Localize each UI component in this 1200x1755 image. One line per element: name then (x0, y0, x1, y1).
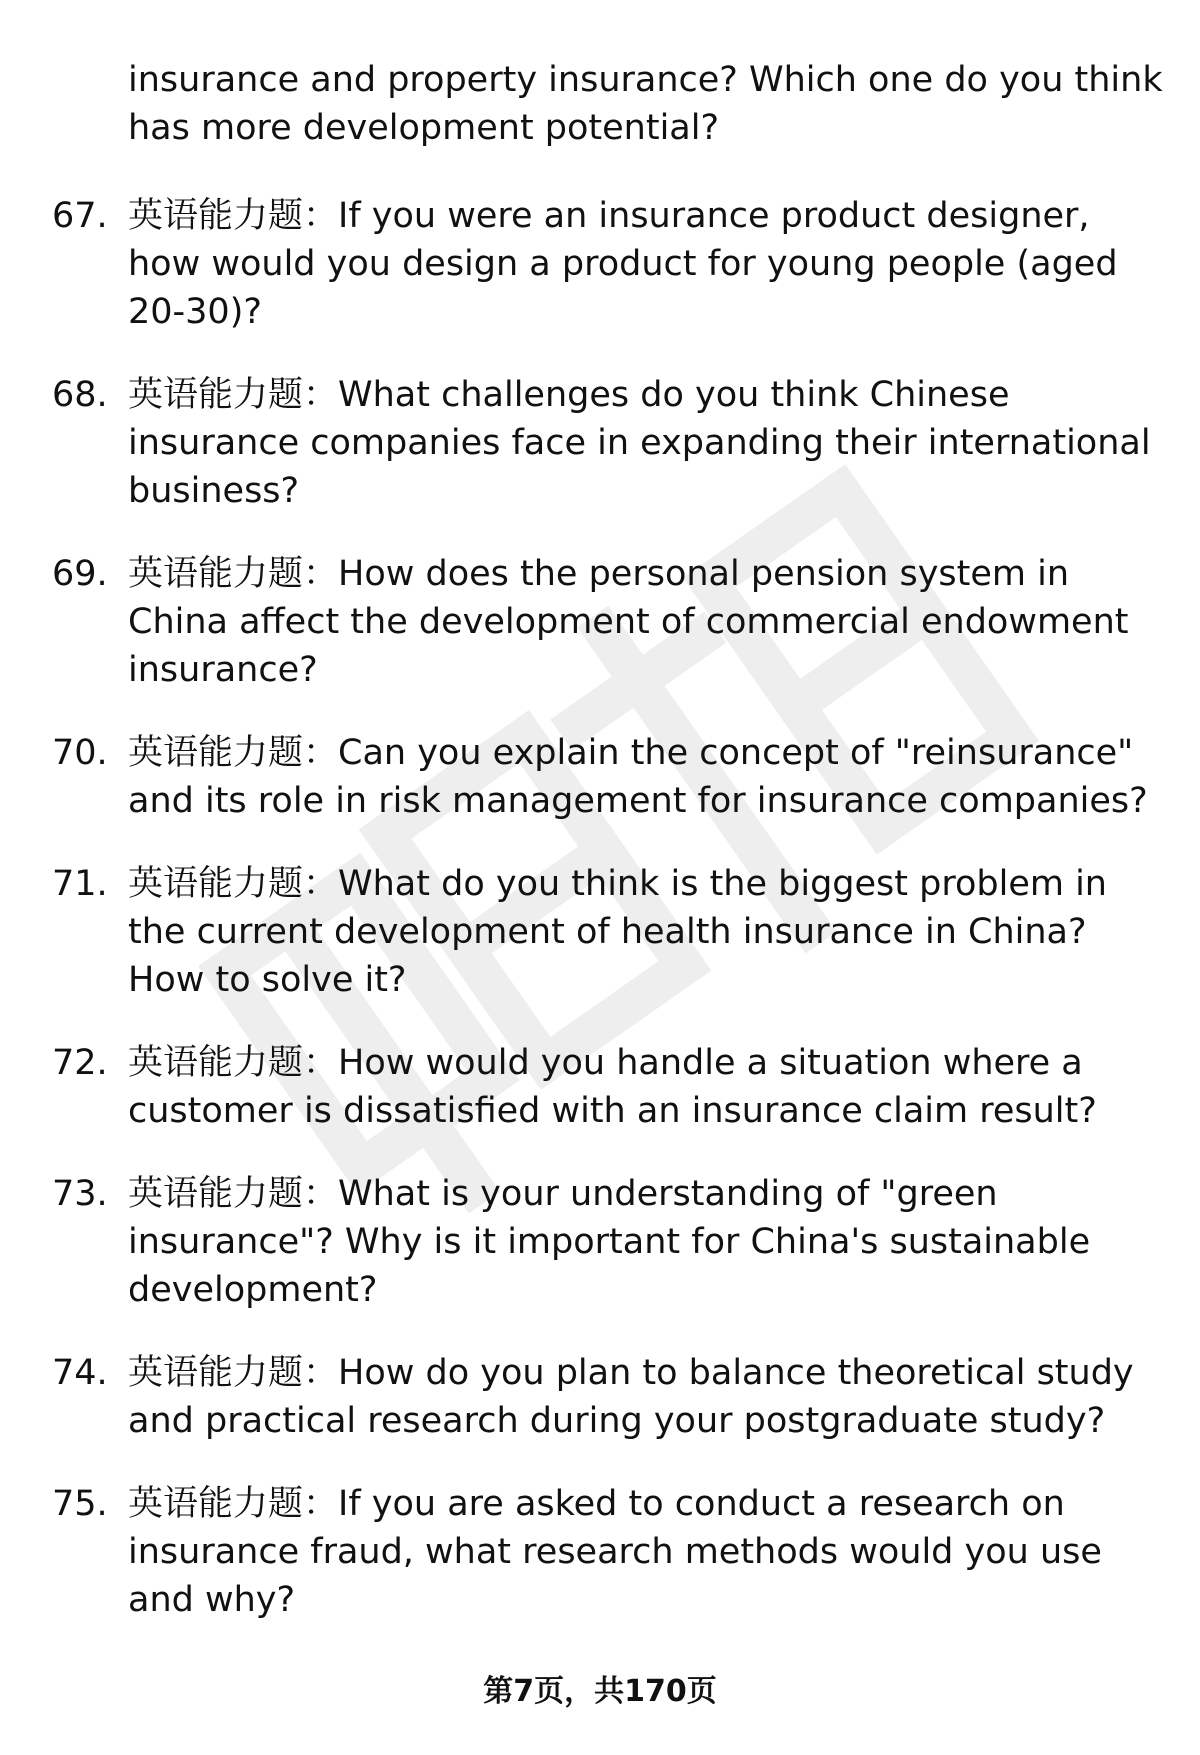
question-number: 72. (52, 1043, 108, 1083)
question-text: What is your understanding of "green insurance"? Why is it important for China's sustainable development? (128, 1174, 1091, 1310)
question-tag: 英语能力题： (128, 733, 339, 773)
page-footer: 第7页，共170页 (483, 1674, 717, 1709)
question-item (0, 729, 1200, 825)
question-list (0, 192, 1200, 1659)
question-tag: 英语能力题： (128, 196, 339, 236)
question-text: If you were an insurance product designer, how would you design a product for young people (aged 20-30)? (128, 196, 1118, 332)
question-text: What challenges do you think Chinese insurance companies face in expanding their international business? (128, 375, 1151, 511)
question-item (0, 1039, 1200, 1135)
question-item (0, 192, 1200, 336)
question-body (128, 1170, 1168, 1314)
question-number: 69. (52, 554, 108, 594)
question-item (0, 371, 1200, 515)
question-item (0, 1170, 1200, 1314)
question-tag: 英语能力题： (128, 1174, 339, 1214)
question-tag: 英语能力题： (128, 375, 339, 415)
question-tag: 英语能力题： (128, 864, 339, 904)
question-item (0, 1349, 1200, 1445)
question-body (128, 550, 1168, 694)
question-item (0, 1480, 1200, 1624)
question-body (128, 371, 1168, 515)
question-text: How does the personal pension system in China affect the development of commercial endowment insurance? (128, 554, 1129, 690)
question-number: 75. (52, 1484, 108, 1524)
question-text: How would you handle a situation where a customer is dissatisfied with an insurance claim result? (128, 1043, 1097, 1131)
question-number: 67. (52, 196, 108, 236)
question-number: 74. (52, 1353, 108, 1393)
question-body (128, 860, 1168, 1004)
question-body (128, 1039, 1168, 1135)
question-text: Can you explain the concept of "reinsurance" and its role in risk management for insurance companies? (128, 733, 1148, 821)
question-tag: 英语能力题： (128, 1484, 339, 1524)
question-body (128, 729, 1168, 825)
question-body (128, 1480, 1168, 1624)
question-item (0, 550, 1200, 694)
question-number: 70. (52, 733, 108, 773)
question-item (0, 860, 1200, 1004)
question-tag: 英语能力题： (128, 1043, 339, 1083)
question-tag: 英语能力题： (128, 1353, 339, 1393)
question-text: What do you think is the biggest problem in the current development of health insurance in China? How to solve it? (128, 864, 1107, 1000)
continued-question-text: insurance and property insurance? Which one do you think has more development potential? (128, 60, 1163, 148)
question-body (128, 192, 1168, 336)
question-number: 73. (52, 1174, 108, 1214)
question-body (128, 1349, 1168, 1445)
question-text: How do you plan to balance theoretical study and practical research during your postgraduate study? (128, 1353, 1134, 1441)
question-tag: 英语能力题： (128, 554, 339, 594)
question-number: 71. (52, 864, 108, 904)
question-number: 68. (52, 375, 108, 415)
question-text: If you are asked to conduct a research on insurance fraud, what research methods would you use and why? (128, 1484, 1102, 1620)
